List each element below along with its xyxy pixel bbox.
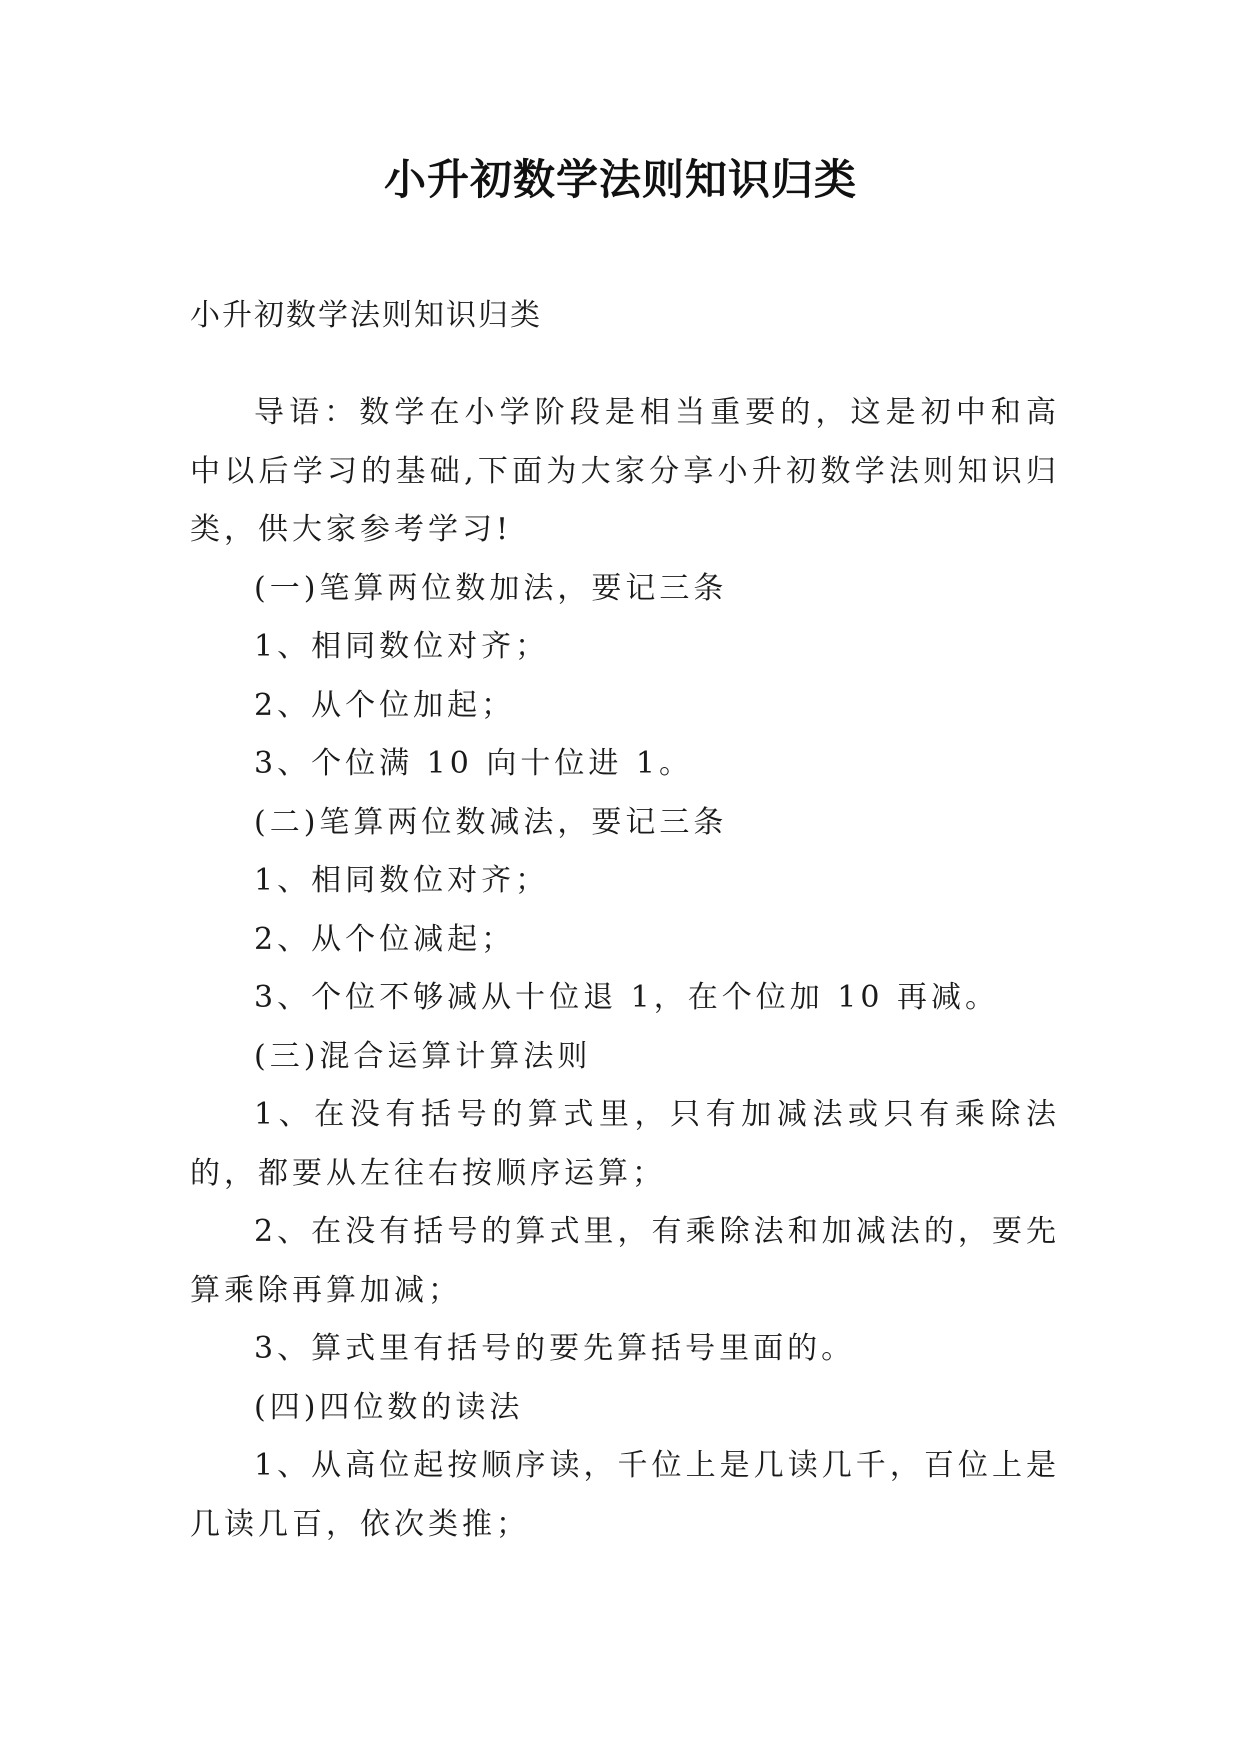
- list-item: 3、算式里有括号的要先算括号里面的。: [254, 1331, 856, 1366]
- document-title: 小升初数学法则知识归类: [383, 155, 857, 204]
- list-item: 1、从高位起按顺序读，千位上是几读几千，百位上是几读几百，依次类推；: [190, 1448, 1060, 1542]
- intro-paragraph: 导语：数学在小学阶段是相当重要的，这是初中和高中以后学习的基础,下面为大家分享小升初数学法则知识归类，供大家参考学习!: [190, 395, 1060, 547]
- list-item: 2、从个位加起；: [254, 687, 516, 723]
- list-item: 2、从个位减起；: [254, 921, 516, 957]
- list-item: 1、在没有括号的算式里，只有加减法或只有乘除法的，都要从左往右按顺序运算；: [190, 1097, 1060, 1191]
- section-heading-reading-numbers: (四)四位数的读法: [254, 1389, 524, 1425]
- list-item: 1、相同数位对齐；: [254, 629, 550, 664]
- list-item: 3、个位不够减从十位退 1，在个位加 10 再减。: [254, 980, 999, 1015]
- document-subtitle: 小升初数学法则知识归类: [190, 298, 542, 333]
- document-body: [190, 291, 1060, 1554]
- section-heading-mixed-operations: (三)混合运算计算法则: [254, 1038, 592, 1074]
- list-item: 3、个位满 10 向十位进 1。: [254, 746, 693, 781]
- section-heading-addition: (一)笔算两位数加法，要记三条: [254, 570, 728, 606]
- list-item: 2、在没有括号的算式里，有乘除法和加减法的，要先算乘除再算加减；: [190, 1214, 1060, 1308]
- section-heading-subtraction: (二)笔算两位数减法，要记三条: [254, 804, 728, 840]
- list-item: 1、相同数位对齐；: [254, 863, 550, 898]
